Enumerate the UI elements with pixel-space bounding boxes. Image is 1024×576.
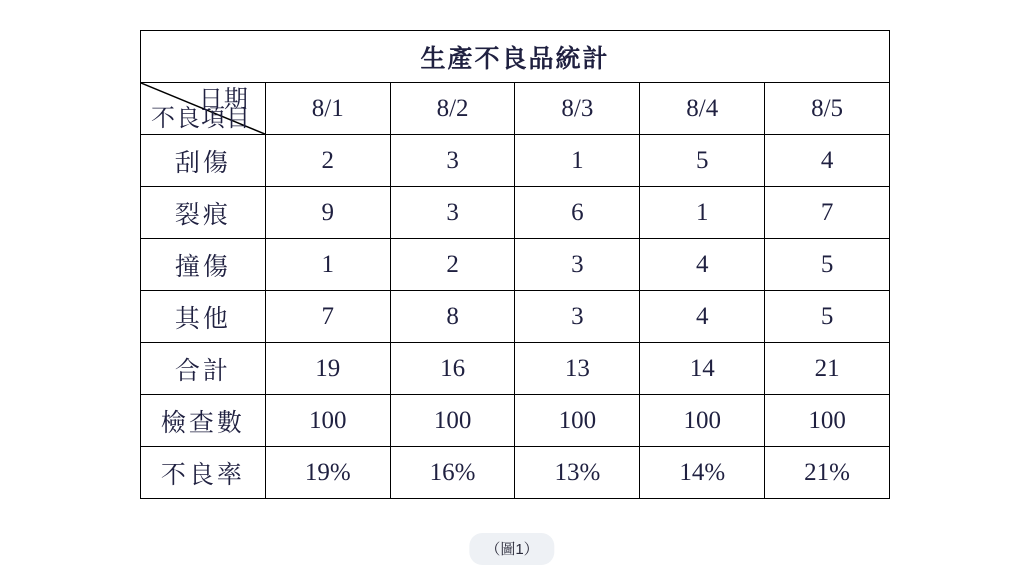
cell-dent-3: 3: [515, 239, 640, 291]
column-header-date-3: 8/3: [515, 83, 640, 135]
cell-crack-1: 9: [265, 187, 390, 239]
cell-crack-3: 6: [515, 187, 640, 239]
cell-total-1: 19: [265, 343, 390, 395]
cell-scratch-1: 2: [265, 135, 390, 187]
table-row: [141, 395, 890, 447]
cell-crack-4: 1: [640, 187, 765, 239]
cell-crack-2: 3: [390, 187, 515, 239]
cell-scratch-5: 4: [765, 135, 890, 187]
cell-defect-rate-2: 16%: [390, 447, 515, 499]
table-row: [141, 135, 890, 187]
cell-total-2: 16: [390, 343, 515, 395]
cell-other-3: 3: [515, 291, 640, 343]
column-header-date-5: 8/5: [765, 83, 890, 135]
cell-defect-rate-3: 13%: [515, 447, 640, 499]
cell-inspected-5: 100: [765, 395, 890, 447]
table-row: [141, 343, 890, 395]
table-header-row: [141, 83, 890, 135]
cell-crack-5: 7: [765, 187, 890, 239]
defect-statistics-table-container: [140, 30, 890, 499]
cell-total-4: 14: [640, 343, 765, 395]
column-header-date-1: 8/1: [265, 83, 390, 135]
cell-dent-5: 5: [765, 239, 890, 291]
table-row: [141, 447, 890, 499]
cell-inspected-4: 100: [640, 395, 765, 447]
cell-scratch-4: 5: [640, 135, 765, 187]
cell-total-5: 21: [765, 343, 890, 395]
cell-defect-rate-4: 14%: [640, 447, 765, 499]
figure-caption: （圖1）: [469, 533, 554, 565]
cell-other-4: 4: [640, 291, 765, 343]
column-header-date-4: 8/4: [640, 83, 765, 135]
row-label-total: 合計: [141, 343, 266, 395]
row-label-other: 其他: [141, 291, 266, 343]
cell-inspected-3: 100: [515, 395, 640, 447]
row-label-crack: 裂痕: [141, 187, 266, 239]
cell-other-2: 8: [390, 291, 515, 343]
row-label-defect-rate: 不良率: [141, 447, 266, 499]
cell-total-3: 13: [515, 343, 640, 395]
cell-other-5: 5: [765, 291, 890, 343]
cell-dent-2: 2: [390, 239, 515, 291]
cell-dent-1: 1: [265, 239, 390, 291]
table-row: [141, 187, 890, 239]
row-label-dent: 撞傷: [141, 239, 266, 291]
cell-other-1: 7: [265, 291, 390, 343]
table-row: [141, 239, 890, 291]
row-label-scratch: 刮傷: [141, 135, 266, 187]
column-header-label: 日期: [198, 87, 249, 113]
cell-dent-4: 4: [640, 239, 765, 291]
table-row: [141, 291, 890, 343]
cell-defect-rate-1: 19%: [265, 447, 390, 499]
cell-inspected-1: 100: [265, 395, 390, 447]
column-header-date-2: 8/2: [390, 83, 515, 135]
cell-defect-rate-5: 21%: [765, 447, 890, 499]
corner-header-cell: [141, 83, 266, 135]
cell-scratch-2: 3: [390, 135, 515, 187]
cell-inspected-2: 100: [390, 395, 515, 447]
table-title-row: [141, 31, 890, 83]
defect-statistics-table: [140, 30, 890, 499]
row-label-inspected: 檢查數: [141, 395, 266, 447]
cell-scratch-3: 1: [515, 135, 640, 187]
table-title: 生產不良品統計: [141, 31, 890, 83]
row-header-label: 不良項目: [151, 105, 251, 132]
